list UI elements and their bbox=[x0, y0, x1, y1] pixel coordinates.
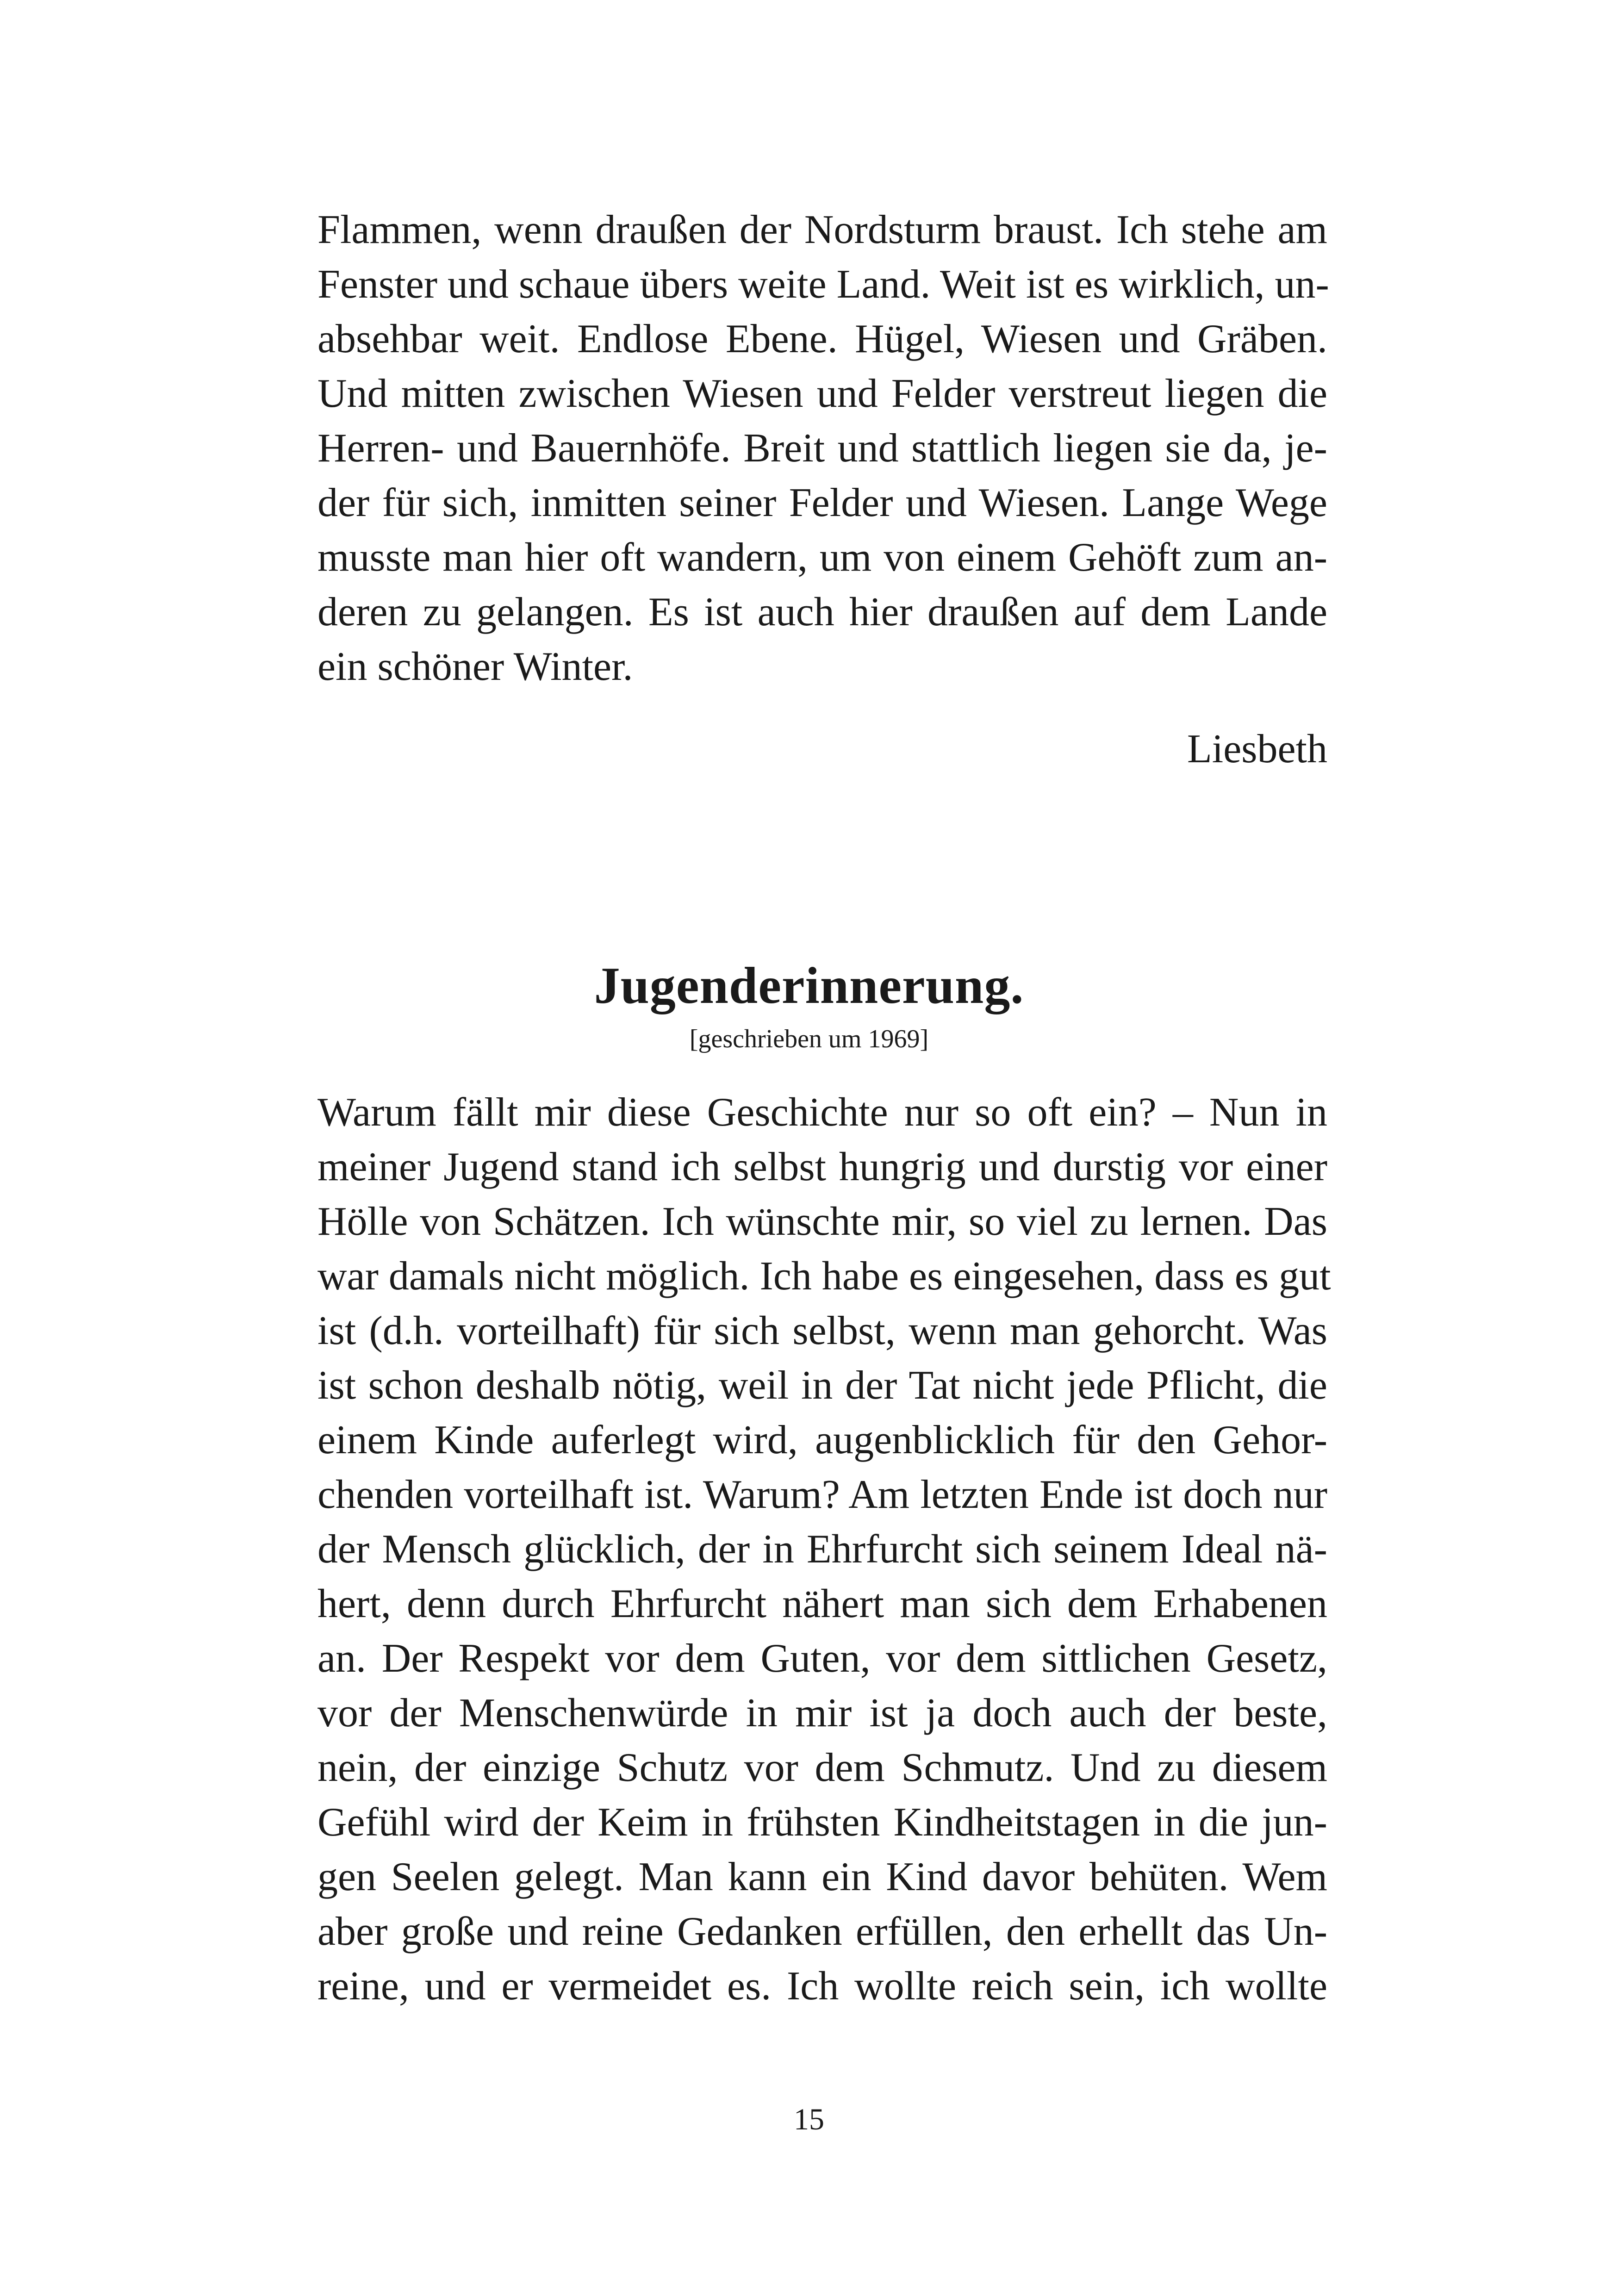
text-line: der für sich, inmitten seiner Felder und Wiesen. Lange Wege bbox=[317, 480, 1327, 525]
author-signature: Liesbeth bbox=[1187, 727, 1327, 772]
text-line: der Mensch glücklich, der in Ehrfurcht sich seinem Ideal nä- bbox=[317, 1527, 1327, 1572]
text-line: ist schon deshalb nötig, weil in der Tat nicht jede Pflicht, die bbox=[317, 1363, 1327, 1408]
text-line: Hölle von Schätzen. Ich wünschte mir, so viel zu lernen. Das bbox=[317, 1199, 1327, 1244]
text-line: war damals nicht möglich. Ich habe es eingesehen, dass es gut bbox=[317, 1254, 1331, 1299]
text-line: hert, denn durch Ehrfurcht nähert man sich dem Erhabenen bbox=[317, 1581, 1327, 1626]
text-line: gen Seelen gelegt. Man kann ein Kind davor behüten. Wem bbox=[317, 1854, 1327, 1899]
text-line: Gefühl wird der Keim in frühsten Kindheitstagen in die jun- bbox=[317, 1800, 1327, 1845]
text-line: aber große und reine Gedanken erfüllen, den erhellt das Un- bbox=[317, 1909, 1327, 1954]
top-paragraph bbox=[317, 203, 1327, 694]
section-title: Jugenderinnerung. bbox=[594, 957, 1024, 1014]
text-line: musste man hier oft wandern, um von einem Gehöft zum an- bbox=[317, 535, 1327, 580]
section-subtitle: [geschrieben um 1969] bbox=[689, 1025, 929, 1053]
text-line: reine, und er vermeidet es. Ich wollte reich sein, ich wollte bbox=[317, 1964, 1327, 2009]
text-line: chenden vorteilhaft ist. Warum? Am letzten Ende ist doch nur bbox=[317, 1472, 1327, 1517]
text-line: nein, der einzige Schutz vor dem Schmutz. Und zu diesem bbox=[317, 1745, 1327, 1790]
text-line: einem Kinde auferlegt wird, augenblicklich für den Gehor- bbox=[317, 1418, 1327, 1462]
bottom-paragraph bbox=[317, 1085, 1331, 2014]
text-line: Warum fällt mir diese Geschichte nur so oft ein? – Nun in bbox=[317, 1090, 1327, 1135]
text-line: absehbar weit. Endlose Ebene. Hügel, Wiesen und Gräben. bbox=[317, 317, 1327, 361]
text-line: Und mitten zwischen Wiesen und Felder verstreut liegen die bbox=[317, 371, 1327, 416]
text-line: meiner Jugend stand ich selbst hungrig und durstig vor einer bbox=[317, 1145, 1327, 1189]
text-line: ist (d.h. vorteilhaft) für sich selbst, wenn man gehorcht. Was bbox=[317, 1308, 1327, 1353]
text-line: vor der Menschenwürde in mir ist ja doch auch der beste, bbox=[317, 1691, 1327, 1736]
text-line: Herren- und Bauernhöfe. Breit und stattlich liegen sie da, je- bbox=[317, 426, 1327, 471]
text-line: ein schöner Winter. bbox=[317, 644, 633, 689]
text-line: deren zu gelangen. Es ist auch hier draußen auf dem Lande bbox=[317, 590, 1327, 635]
text-line: Fenster und schaue übers weite Land. Weit ist es wirklich, un- bbox=[317, 262, 1329, 307]
text-line: Flammen, wenn draußen der Nordsturm braust. Ich stehe am bbox=[317, 207, 1327, 252]
text-line: an. Der Respekt vor dem Guten, vor dem sittlichen Gesetz, bbox=[317, 1636, 1327, 1681]
page-number: 15 bbox=[794, 2103, 824, 2136]
